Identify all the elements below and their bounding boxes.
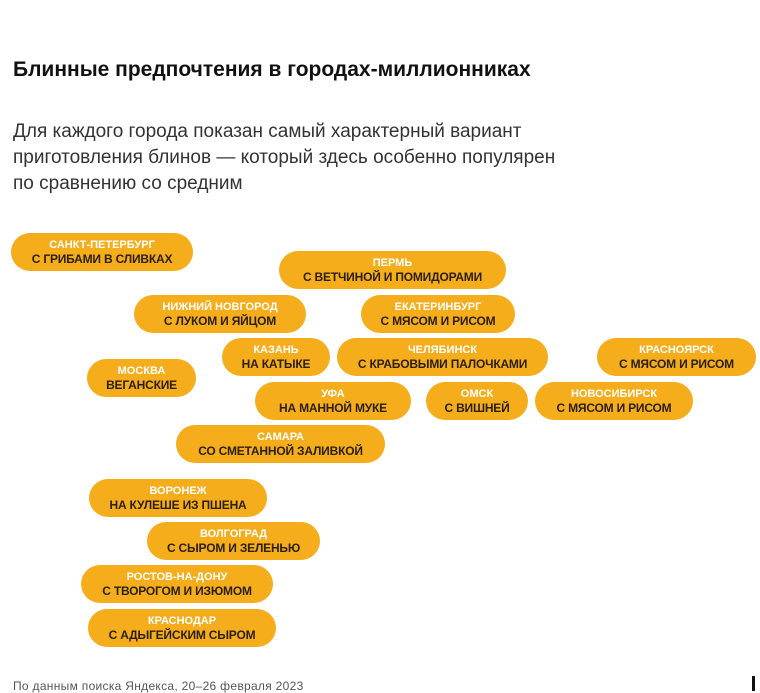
city-name: САНКТ-ПЕТЕРБУРГ xyxy=(49,238,155,251)
pancake-style: С МЯСОМ И РИСОМ xyxy=(556,400,672,415)
city-name: ЕКАТЕРИНБУРГ xyxy=(394,300,482,313)
city-name: ОМСК xyxy=(460,387,494,400)
pancake-style: С ГРИБАМИ В СЛИВКАХ xyxy=(31,251,173,266)
subtitle-line-3: по сравнению со средним xyxy=(13,173,243,194)
city-pill-chelyabinsk xyxy=(337,338,548,376)
pancake-style: С СЫРОМ И ЗЕЛЕНЬЮ xyxy=(166,540,301,555)
city-name: НОВОСИБИРСК xyxy=(570,387,658,400)
city-pill-yekaterinburg xyxy=(361,295,515,333)
pancake-style: С МЯСОМ И РИСОМ xyxy=(380,313,496,328)
pancake-style: ВЕГАНСКИЕ xyxy=(106,377,177,392)
pancake-style: С ЛУКОМ И ЯЙЦОМ xyxy=(163,313,277,328)
pancake-style: НА КУЛЕШЕ ИЗ ПШЕНА xyxy=(109,497,247,512)
pancake-style: СО СМЕТАННОЙ ЗАЛИВКОЙ xyxy=(198,443,363,458)
city-pill-ufa xyxy=(255,382,411,420)
city-name: МОСКВА xyxy=(117,364,166,377)
city-pill-perm xyxy=(279,251,506,289)
city-name: НИЖНИЙ НОВГОРОД xyxy=(162,300,278,313)
edge-marker xyxy=(752,676,755,691)
city-pill-kazan xyxy=(222,338,330,376)
pancake-style: НА МАННОЙ МУКЕ xyxy=(279,400,387,415)
chart-title: Блинные предпочтения в городах-миллионниках xyxy=(13,58,531,81)
pancake-style: НА КАТЫКЕ xyxy=(241,356,311,371)
city-pill-volgograd xyxy=(147,522,320,560)
city-pill-rostov-on-don xyxy=(81,565,273,603)
city-name: САМАРА xyxy=(256,430,305,443)
city-pill-nizhny-novgorod xyxy=(134,295,306,333)
pancake-style: С АДЫГЕЙСКИМ СЫРОМ xyxy=(108,627,256,642)
city-name: ВОЛГОГРАД xyxy=(199,527,268,540)
city-name: УФА xyxy=(321,387,345,400)
city-pill-voronezh xyxy=(89,479,267,517)
pancake-style: С КРАБОВЫМИ ПАЛОЧКАМИ xyxy=(357,356,528,371)
city-name: РОСТОВ-НА-ДОНУ xyxy=(126,570,228,583)
city-name: КРАСНОДАР xyxy=(147,614,217,627)
city-pill-novosibirsk xyxy=(535,382,693,420)
city-name: ПЕРМЬ xyxy=(372,256,413,269)
source-note: По данным поиска Яндекса, 20–26 февраля 2023 xyxy=(13,679,304,693)
subtitle-line-1: Для каждого города показан самый характерный вариант xyxy=(13,121,522,142)
city-name: ЧЕЛЯБИНСК xyxy=(407,343,478,356)
city-pill-saint-petersburg xyxy=(11,233,193,271)
city-name: КАЗАНЬ xyxy=(253,343,299,356)
pancake-style: С ВЕТЧИНОЙ И ПОМИДОРАМИ xyxy=(302,269,483,284)
city-pill-omsk xyxy=(426,382,528,420)
city-name: КРАСНОЯРСК xyxy=(639,343,714,356)
city-pill-krasnoyarsk xyxy=(597,338,756,376)
city-pill-krasnodar xyxy=(88,609,276,647)
city-pill-moscow xyxy=(87,359,196,397)
pancake-style: С ТВОРОГОМ И ИЗЮМОМ xyxy=(102,583,252,598)
subtitle-line-2: приготовления блинов — который здесь особенно популярен xyxy=(13,147,556,168)
pancake-style: С МЯСОМ И РИСОМ xyxy=(619,356,734,371)
chart-subtitle xyxy=(13,119,673,197)
pancake-style: С ВИШНЕЙ xyxy=(444,400,510,415)
city-name: ВОРОНЕЖ xyxy=(149,484,207,497)
city-pill-samara xyxy=(176,425,385,463)
